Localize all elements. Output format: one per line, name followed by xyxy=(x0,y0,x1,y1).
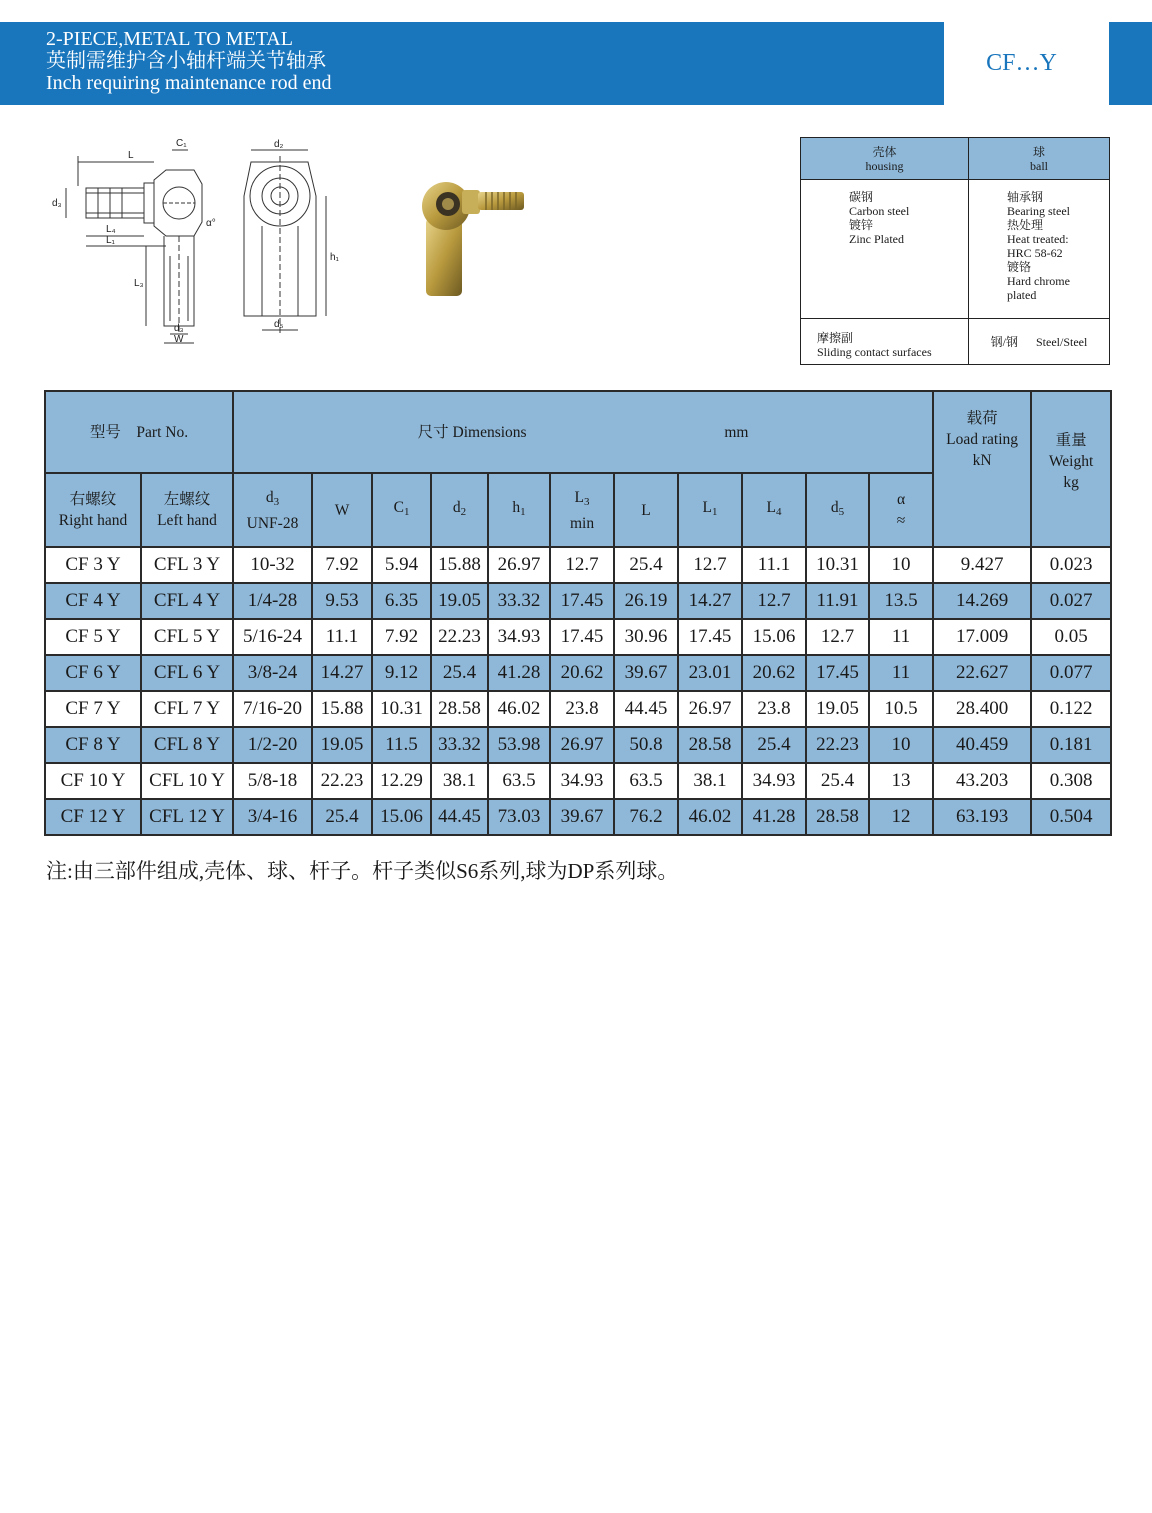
table-row: CF 12 Y CFL 12 Y 3/4-16 25.4 15.06 44.45 73.03 39.67 76.2 46.02 41.28 28.58 12 63.193 0.504 xyxy=(45,799,1111,835)
col-h1: $h_1$ xyxy=(488,473,550,547)
label-h1: h₁ xyxy=(330,252,339,263)
label-C1: C₁ xyxy=(176,138,187,149)
housing-material: 碳钢 Carbon steel 镀锌 Zinc Plated xyxy=(801,180,969,319)
product-photo xyxy=(412,168,532,300)
series-code: CF…Y xyxy=(986,50,1057,76)
sliding-value: 钢/钢 Steel/Steel xyxy=(969,319,1110,365)
table-row: CF 3 Y CFL 3 Y 10-32 7.92 5.94 15.88 26.97 12.7 25.4 12.7 11.1 10.31 10 9.427 0.023 xyxy=(45,547,1111,583)
dimensions-header: 尺寸 Dimensions mm xyxy=(233,391,933,473)
label-alpha: α° xyxy=(206,218,216,229)
label-L: L xyxy=(128,150,134,161)
right-hand-header: 右螺纹 Right hand xyxy=(45,473,141,547)
col-L4: $L_4$ xyxy=(742,473,806,547)
footnote: 注:由三部件组成,壳体、球、杆子。杆子类似S6系列,球为DP系列球。 xyxy=(46,859,679,883)
load-rating-header: 载荷 Load rating kN xyxy=(933,391,1031,547)
label-W: W xyxy=(174,334,184,345)
technical-drawing xyxy=(46,136,366,351)
col-L1: $L_1$ xyxy=(678,473,742,547)
label-d3-bottom: d₃ xyxy=(174,323,184,334)
label-d5: d₅ xyxy=(274,319,284,330)
series-code-box xyxy=(944,22,1109,105)
table-row: CF 7 Y CFL 7 Y 7/16-20 15.88 10.31 28.58 46.02 23.8 44.45 26.97 23.8 19.05 10.5 28.400 0.122 xyxy=(45,691,1111,727)
left-hand-header: 左螺纹 Left hand xyxy=(141,473,233,547)
ball-material: 轴承钢 Bearing steel 热处理 Heat treated: HRC 58-62 镀铬 Hard chrome plated xyxy=(969,180,1110,319)
header-line-1: 2-PIECE,METAL TO METAL xyxy=(46,28,293,50)
col-C1: $C_1$ xyxy=(372,473,431,547)
label-d3: d₃ xyxy=(52,198,62,209)
table-row: CF 10 Y CFL 10 Y 5/8-18 22.23 12.29 38.1 63.5 34.93 63.5 38.1 34.93 25.4 13 43.203 0.308 xyxy=(45,763,1111,799)
header-title-block xyxy=(46,28,331,94)
col-W: W xyxy=(312,473,372,547)
col-d5: $d_5$ xyxy=(806,473,869,547)
table-row: CF 4 Y CFL 4 Y 1/4-28 9.53 6.35 19.05 33.32 17.45 26.19 14.27 12.7 11.91 13.5 14.269 0.027 xyxy=(45,583,1111,619)
label-L1: L₁ xyxy=(106,235,115,246)
col-d2: $d_2$ xyxy=(431,473,488,547)
col-L: L xyxy=(614,473,678,547)
label-d2: d₂ xyxy=(274,139,284,150)
header-right-bar xyxy=(1109,22,1152,105)
ball-header: 球 ball xyxy=(969,138,1110,180)
dimensions-table xyxy=(44,390,1112,836)
housing-header: 壳体 housing xyxy=(801,138,969,180)
part-no-header: 型号 Part No. xyxy=(45,391,233,473)
col-L3: $L_3$ min xyxy=(550,473,614,547)
table-row: CF 6 Y CFL 6 Y 3/8-24 14.27 9.12 25.4 41.28 20.62 39.67 23.01 20.62 17.45 11 22.627 0.077 xyxy=(45,655,1111,691)
materials-table xyxy=(800,137,1110,365)
table-row: CF 8 Y CFL 8 Y 1/2-20 19.05 11.5 33.32 53.98 26.97 50.8 28.58 25.4 22.23 10 40.459 0.181 xyxy=(45,727,1111,763)
header-line-2: 英制需维护含小轴杆端关节轴承 xyxy=(46,50,326,72)
header-line-3: Inch requiring maintenance rod end xyxy=(46,72,332,94)
table-row: CF 5 Y CFL 5 Y 5/16-24 11.1 7.92 22.23 34.93 17.45 30.96 17.45 15.06 12.7 11 17.009 0.05 xyxy=(45,619,1111,655)
col-alpha: α ≈ xyxy=(869,473,933,547)
label-L4: L₄ xyxy=(106,224,116,235)
sliding-label: 摩擦副 Sliding contact surfaces xyxy=(801,319,969,365)
weight-header: 重量 Weight kg xyxy=(1031,391,1111,547)
col-d3: $d_3$ UNF-28 xyxy=(233,473,312,547)
label-L3: L₃ xyxy=(134,278,144,289)
